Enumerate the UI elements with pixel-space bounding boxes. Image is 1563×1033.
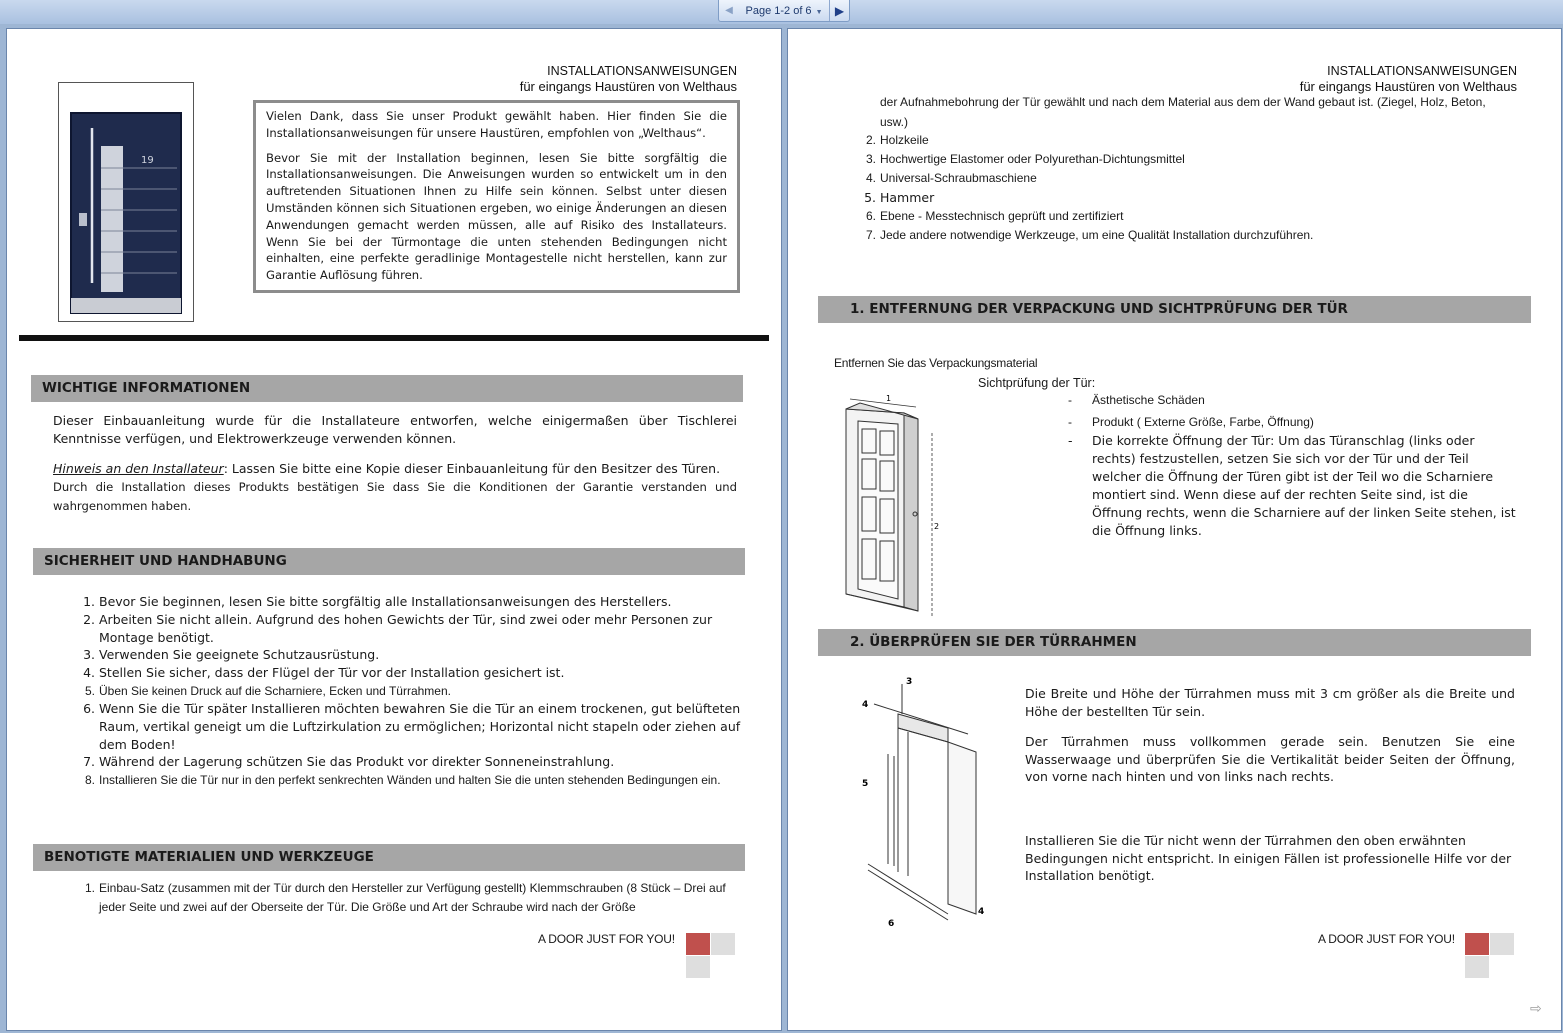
wichtige-paragraph-1: Dieser Einbauanleitung wurde für die Installateure entworfen, welche einigermaßen über Tischlerei Kenntnisse verfügen, und Elektrowerkzeuge verwenden können.: [53, 413, 737, 446]
door-dimension-diagram: [834, 389, 954, 619]
installer-hint: [53, 460, 737, 478]
diagram-label: 6: [888, 919, 895, 929]
frame-paragraph-3: Installieren Sie die Tür nicht wenn der Türrahmen den oben erwähnten Bedingungen nicht entspricht. In einigen Fällen ist professionelle Hilfe vor der Installation benötigt.: [1025, 833, 1512, 883]
footer-slogan: A DOOR JUST FOR YOU!: [1318, 932, 1455, 946]
frame-drawing: [858, 674, 998, 944]
page-indicator: Page 1-2 of 6: [745, 4, 812, 17]
frame-paragraph-2: Der Türrahmen muss vollkommen gerade sein. Benutzen Sie eine Wasserwaage und überprüfen Sie die Vertikalität beider Seiten der Öffnung, von vorne nach hinten und von links nach rechts.: [1025, 734, 1515, 784]
footer-slogan: A DOOR JUST FOR YOU!: [538, 932, 675, 946]
viewer-toolbar: [0, 0, 1563, 24]
list-item: 7. Während der Lagerung schützen Sie das Produkt vor direkter Sonneneinstrahlung.: [83, 754, 615, 770]
header-title: INSTALLATIONSANWEISUNGEN: [547, 64, 737, 78]
next-page-button[interactable]: [829, 0, 849, 21]
chevron-down-icon: ▼: [815, 8, 823, 16]
page-indicator-dropdown[interactable]: [739, 5, 829, 17]
logo-square-gray: [686, 956, 710, 978]
list-item: 5. Hammer: [864, 190, 935, 205]
document-page-2: [787, 28, 1562, 1031]
list-item: 3. Hochwertige Elastomer oder Polyurethan-Dichtungsmittel: [865, 152, 1185, 166]
list-item: - Ästhetische Schäden: [1068, 393, 1205, 407]
logo-square-gray: [1490, 933, 1514, 955]
list-item: 4. Stellen Sie sicher, dass der Flügel der Tür vor der Installation gesichert ist.: [83, 665, 565, 681]
list-item: 4. Universal-Schraubmaschiene: [865, 171, 1037, 185]
section-title-tuerrahmen: 2. ÜBERPRÜFEN SIE DER TÜRRAHMEN: [818, 629, 1531, 656]
intro-box: [253, 100, 740, 293]
header-subtitle: für eingangs Haustüren von Welthaus: [1299, 79, 1517, 94]
list-item: 2. Arbeiten Sie nicht allein. Aufgrund des hohen Gewichts der Tür, sind zwei oder mehr Personen zur Montage benötigt.: [83, 611, 713, 645]
diagram-label: 3: [906, 677, 913, 687]
materials-continuation: der Aufnahmebohrung der Tür gewählt und nach dem Material aus dem der Wand gebaut ist. (Ziegel, Holz, Beton, usw.): [880, 95, 1486, 129]
document-page-1: [6, 28, 782, 1031]
diagram-label: 4: [978, 907, 985, 917]
door-photo: [58, 82, 194, 322]
remove-packaging-text: Entfernen Sie das Verpackungsmaterial: [834, 356, 1038, 370]
visual-inspection-label: Sichtprüfung der Tür:: [978, 376, 1096, 390]
header-divider: [19, 335, 769, 341]
section-title-materialien: BENOTIGTE MATERIALIEN UND WERKZEUGE: [33, 844, 745, 871]
logo-square-red: [686, 933, 710, 955]
diagram-label: 2: [934, 522, 940, 531]
header-subtitle: für eingangs Haustüren von Welthaus: [519, 79, 737, 94]
door-number: 19: [141, 155, 154, 166]
diagram-label: 4: [862, 700, 869, 710]
logo-square-gray: [1465, 956, 1489, 978]
page-header: [1088, 63, 1517, 95]
wichtige-paragraph-3: Durch die Installation dieses Produkts bestätigen Sie dass Sie die Konditionen der Garantie verstanden und wahrgenommen haben.: [53, 480, 737, 513]
arrow-left-icon: ◀: [725, 5, 733, 16]
tools-list: [834, 131, 1514, 245]
diagram-label: 1: [886, 394, 892, 403]
page-navigator[interactable]: [718, 0, 850, 22]
list-item: 1. Bevor Sie beginnen, lesen Sie bitte sorgfältig alle Installationsanweisungen des Herstellers.: [83, 594, 672, 609]
installer-hint-label: Hinweis an den Installateur: [53, 461, 224, 476]
previous-page-button[interactable]: [719, 0, 739, 21]
intro-paragraph-2: Bevor Sie mit der Installation beginnen, lesen Sie bitte sorgfältig die Installationsanweisungen. Die Anweisungen wurden so entwickelt um in den auftretenden Situationen Ihnen zu Hilfe sein können. Selbst unter diesen Umständen können sich Situationen ergeben, wo einige Änderungen an diesen Anwendungen gemacht werden müssen, alle auf Risiko des Installateurs. Wenn Sie bei der Türmontage die unten stehenden Bedingungen nicht einhalten, eine perfekte geradlinige Montagestelle nicht herstellen, kann zur Garantie Auflösung führen.: [266, 150, 727, 283]
section-title-wichtige: WICHTIGE INFORMATIONEN: [31, 375, 743, 402]
section-title-verpackung: 1. ENTFERNUNG DER VERPACKUNG UND SICHTPRÜFUNG DER TÜR: [818, 296, 1531, 323]
list-item: - Produkt ( Externe Größe, Farbe, Öffnung): [1068, 415, 1314, 429]
list-item: - Die korrekte Öffnung der Tür: Um das Türanschlag (links oder rechts) festzustellen, setzen Sie sich vor der Tür und der Teil welcher die Öffnung der Türen gibt ist der Teil wo die Scharniere montiert sind. Wenn diese auf der rechten Seite sind, ist die Öffnung rechts, wenn die Scharniere auf der linken Seite stehen, ist die Öffnung links.: [1068, 433, 1516, 538]
diagram-label: 5: [862, 779, 869, 789]
door-image: [59, 83, 193, 321]
list-item: 3. Verwenden Sie geeignete Schutzausrüstung.: [83, 647, 380, 663]
list-item: 5. Üben Sie keinen Druck auf die Scharniere, Ecken und Türrahmen.: [84, 683, 451, 698]
section-title-sicherheit: SICHERHEIT UND HANDHABUNG: [33, 548, 745, 575]
installer-hint-text: : Lassen Sie bitte eine Kopie dieser Einbauanleitung für den Besitzer des Türen.: [223, 461, 721, 476]
logo-square-red: [1465, 933, 1489, 955]
frame-paragraph-1: Die Breite und Höhe der Türrahmen muss mit 3 cm größer als die Breite und Höhe der bestellten Tür sein.: [1025, 686, 1515, 719]
next-page-arrow-icon[interactable]: ⇨: [1530, 1001, 1542, 1017]
materials-list: [53, 879, 741, 917]
list-item: 6. Wenn Sie die Tür später Installieren möchten bewahren Sie die Tür an einem trockenen, gut belüfteten Raum, vertikal geneigt um die Luftzirkulation zu ermöglichen; Horizontal nicht stapeln oder ziehen auf dem Boden!: [83, 700, 741, 752]
page-header: [307, 63, 737, 95]
inspection-checklist: [1068, 391, 1518, 540]
header-title: INSTALLATIONSANWEISUNGEN: [1327, 64, 1517, 78]
list-item: 8. Installieren Sie die Tür nur in den perfekt senkrechten Wänden und halten Sie die unten stehenden Bedingungen ein.: [84, 773, 721, 788]
list-item: 1. Einbau-Satz (zusammen mit der Tür durch den Hersteller zur Verfügung gestellt) Klemmschrauben (8 Stück – Drei auf jeder Seite und zwei auf der Oberseite der Tür. Die Größe und Art der Schraube wird nach der Größe: [84, 881, 726, 914]
intro-paragraph-1: Vielen Dank, dass Sie unser Produkt gewählt haben. Hier finden Sie die Installationsanweisungen für unsere Haustüren, empfohlen von „Welthaus“.: [266, 109, 727, 140]
logo-square-gray: [711, 933, 735, 955]
list-item: 7. Jede andere notwendige Werkzeuge, um eine Qualität Installation durchzuführen.: [865, 228, 1314, 242]
frame-diagram: [858, 674, 998, 944]
door-drawing: [834, 389, 954, 619]
arrow-right-icon: ▶: [834, 3, 845, 18]
safety-list: [53, 593, 741, 790]
list-item: 2. Holzkeile: [865, 133, 929, 147]
list-item: 6. Ebene - Messtechnisch geprüft und zertifiziert: [865, 209, 1124, 223]
